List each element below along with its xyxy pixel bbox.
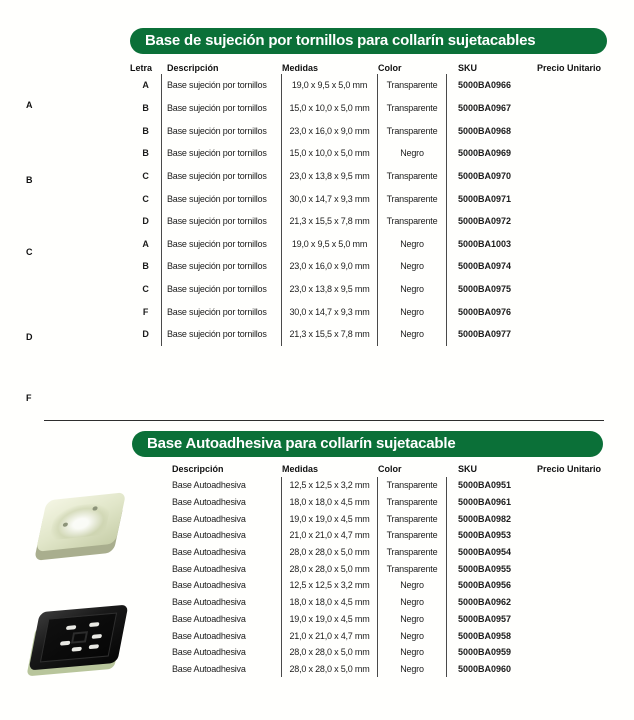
cell-color: Transparente xyxy=(378,74,447,97)
cell-precio xyxy=(537,627,604,644)
cell-color: Negro xyxy=(378,577,447,594)
cell-medidas: 28,0 x 28,0 x 5,0 mm xyxy=(282,661,378,678)
table-row xyxy=(130,142,604,165)
cell-color: Negro xyxy=(378,255,447,278)
cell-precio xyxy=(537,187,604,210)
cell-color: Negro xyxy=(378,611,447,628)
cell-color: Negro xyxy=(378,627,447,644)
col-header-precio: Precio Unitario xyxy=(537,464,602,474)
cell-descripcion: Base sujeción por tornillos xyxy=(162,278,282,301)
col-header-descripcion: Descripción xyxy=(167,63,219,73)
cell-color: Negro xyxy=(378,644,447,661)
cell-descripcion: Base Autoadhesiva xyxy=(130,611,282,628)
cell-descripcion: Base sujeción por tornillos xyxy=(162,97,282,120)
table-row xyxy=(130,544,604,561)
cell-descripcion: Base Autoadhesiva xyxy=(130,644,282,661)
section2-table-body xyxy=(130,477,604,677)
cell-medidas: 28,0 x 28,0 x 5,0 mm xyxy=(282,560,378,577)
cell-sku: 5000BA0970 xyxy=(458,170,512,181)
cell-color: Negro xyxy=(378,594,447,611)
cell-sku: 5000BA0954 xyxy=(458,547,512,558)
section1-title-banner xyxy=(130,28,607,54)
cell-descripcion: Base Autoadhesiva xyxy=(130,494,282,511)
cell-color: Transparente xyxy=(378,560,447,577)
table-row xyxy=(130,232,604,255)
cell-sku: 5000BA0956 xyxy=(458,580,512,591)
cell-precio xyxy=(537,74,604,97)
cell-medidas: 12,5 x 12,5 x 3,2 mm xyxy=(282,477,378,494)
slot-cutout xyxy=(72,647,83,652)
cell-sku: 5000BA0960 xyxy=(458,663,512,674)
cell-sku: 5000BA0958 xyxy=(458,630,512,641)
margin-row-label: A xyxy=(26,100,33,110)
table-row xyxy=(130,210,604,233)
cell-medidas: 15,0 x 10,0 x 5,0 mm xyxy=(282,142,378,165)
cell-sku: 5000BA0977 xyxy=(458,329,512,340)
table-row xyxy=(130,494,604,511)
table-row xyxy=(130,119,604,142)
cell-letra: C xyxy=(130,278,162,301)
cell-sku: 5000BA0959 xyxy=(458,647,512,658)
cell-precio xyxy=(537,594,604,611)
margin-row-label: D xyxy=(26,332,33,342)
cell-color: Transparente xyxy=(378,510,447,527)
photo-base-top-surface xyxy=(29,605,129,671)
section1-header-row xyxy=(130,61,604,75)
cell-medidas: 30,0 x 14,7 x 9,3 mm xyxy=(282,300,378,323)
cell-sku: 5000BA0975 xyxy=(458,284,512,295)
cell-precio xyxy=(537,661,604,678)
cell-color: Negro xyxy=(378,278,447,301)
cell-color: Negro xyxy=(378,323,447,346)
col-header-color: Color xyxy=(378,464,402,474)
table-row xyxy=(130,644,604,661)
cell-color: Negro xyxy=(378,300,447,323)
cell-sku: 5000BA0962 xyxy=(458,597,512,608)
cell-letra: B xyxy=(130,255,162,278)
cell-precio xyxy=(537,119,604,142)
cell-medidas: 28,0 x 28,0 x 5,0 mm xyxy=(282,644,378,661)
table-row xyxy=(130,97,604,120)
cell-descripcion: Base sujeción por tornillos xyxy=(162,300,282,323)
cell-medidas: 23,0 x 13,8 x 9,5 mm xyxy=(282,278,378,301)
cell-sku: 5000BA0971 xyxy=(458,193,512,204)
cell-sku: 5000BA0953 xyxy=(458,530,512,541)
cell-descripcion: Base Autoadhesiva xyxy=(130,577,282,594)
table-row xyxy=(130,594,604,611)
col-header-precio: Precio Unitario xyxy=(537,63,602,73)
cell-color: Transparente xyxy=(378,544,447,561)
cell-letra: B xyxy=(130,97,162,120)
cell-letra: B xyxy=(130,142,162,165)
cell-sku: 5000BA0972 xyxy=(458,216,512,227)
cell-letra: C xyxy=(130,165,162,188)
product-photo-adhesive-base-natural xyxy=(36,493,124,563)
cell-sku: 5000BA0955 xyxy=(458,563,512,574)
cell-letra: B xyxy=(130,119,162,142)
cell-color: Transparente xyxy=(378,210,447,233)
col-header-letra: Letra xyxy=(130,63,153,73)
slot-cutout xyxy=(88,644,99,649)
table-row xyxy=(130,560,604,577)
photo-base-recess xyxy=(40,613,118,662)
table-row xyxy=(130,165,604,188)
cell-sku: 5000BA0974 xyxy=(458,261,512,272)
cell-letra: A xyxy=(130,232,162,255)
cell-medidas: 23,0 x 13,8 x 9,5 mm xyxy=(282,165,378,188)
cell-descripcion: Base sujeción por tornillos xyxy=(162,119,282,142)
cell-medidas: 21,3 x 15,5 x 7,8 mm xyxy=(282,210,378,233)
cell-color: Transparente xyxy=(378,187,447,210)
cell-sku: 5000BA0976 xyxy=(458,306,512,317)
cell-precio xyxy=(537,142,604,165)
cell-letra: A xyxy=(130,74,162,97)
cell-descripcion: Base Autoadhesiva xyxy=(130,544,282,561)
table-row xyxy=(130,323,604,346)
cell-precio xyxy=(537,644,604,661)
cell-letra: C xyxy=(130,187,162,210)
table-row xyxy=(130,74,604,97)
col-header-color: Color xyxy=(378,63,402,73)
cell-medidas: 19,0 x 19,0 x 4,5 mm xyxy=(282,510,378,527)
cell-sku: 5000BA0966 xyxy=(458,80,512,91)
section1-title: Base de sujeción por tornillos para collarín sujetacables xyxy=(145,32,536,49)
cell-descripcion: Base Autoadhesiva xyxy=(130,477,282,494)
margin-row-label: B xyxy=(26,175,33,185)
cell-medidas: 19,0 x 9,5 x 5,0 mm xyxy=(282,232,378,255)
cell-sku: 5000BA0982 xyxy=(458,513,512,524)
cell-descripcion: Base Autoadhesiva xyxy=(130,527,282,544)
cell-precio xyxy=(537,323,604,346)
table-row xyxy=(130,661,604,678)
table-row xyxy=(130,527,604,544)
cell-precio xyxy=(537,577,604,594)
cell-precio xyxy=(537,300,604,323)
cell-descripcion: Base Autoadhesiva xyxy=(130,594,282,611)
col-header-medidas: Medidas xyxy=(282,63,319,73)
cell-precio xyxy=(537,477,604,494)
cell-sku: 5000BA0967 xyxy=(458,102,512,113)
section1-table-body xyxy=(130,74,604,346)
cell-descripcion: Base sujeción por tornillos xyxy=(162,210,282,233)
cell-color: Transparente xyxy=(378,494,447,511)
cell-descripcion: Base Autoadhesiva xyxy=(130,510,282,527)
cell-precio xyxy=(537,560,604,577)
cell-precio xyxy=(537,165,604,188)
cell-medidas: 21,3 x 15,5 x 7,8 mm xyxy=(282,323,378,346)
cell-medidas: 19,0 x 9,5 x 5,0 mm xyxy=(282,74,378,97)
cell-color: Transparente xyxy=(378,165,447,188)
cell-descripcion: Base Autoadhesiva xyxy=(130,661,282,678)
cell-precio xyxy=(537,232,604,255)
cell-color: Negro xyxy=(378,142,447,165)
cell-letra: D xyxy=(130,323,162,346)
col-header-sku: SKU xyxy=(458,464,478,474)
table-row xyxy=(130,278,604,301)
cell-sku: 5000BA0969 xyxy=(458,148,512,159)
slot-cutout xyxy=(91,634,102,639)
table-row xyxy=(130,611,604,628)
cell-sku: 5000BA0968 xyxy=(458,125,512,136)
table-row xyxy=(130,510,604,527)
table-row xyxy=(130,477,604,494)
cell-sku: 5000BA0951 xyxy=(458,480,512,491)
table-row xyxy=(130,577,604,594)
cell-medidas: 21,0 x 21,0 x 4,7 mm xyxy=(282,527,378,544)
cell-precio xyxy=(537,527,604,544)
slot-cutout xyxy=(88,622,99,627)
section2-title: Base Autoadhesiva para collarín sujetacable xyxy=(147,435,456,452)
cell-precio xyxy=(537,611,604,628)
cell-color: Transparente xyxy=(378,527,447,544)
col-header-medidas: Medidas xyxy=(282,464,319,474)
cell-descripcion: Base sujeción por tornillos xyxy=(162,74,282,97)
table-row xyxy=(130,187,604,210)
cell-color: Transparente xyxy=(378,97,447,120)
cell-sku: 5000BA1003 xyxy=(458,238,512,249)
cell-sku: 5000BA0957 xyxy=(458,613,512,624)
table-row xyxy=(130,255,604,278)
cell-medidas: 18,0 x 18,0 x 4,5 mm xyxy=(282,494,378,511)
cell-precio xyxy=(537,510,604,527)
cell-descripcion: Base sujeción por tornillos xyxy=(162,232,282,255)
photo-base-center-hub xyxy=(71,631,87,644)
cell-descripcion: Base sujeción por tornillos xyxy=(162,142,282,165)
cell-descripcion: Base sujeción por tornillos xyxy=(162,323,282,346)
cell-medidas: 21,0 x 21,0 x 4,7 mm xyxy=(282,627,378,644)
margin-row-label: F xyxy=(26,393,32,403)
cell-medidas: 18,0 x 18,0 x 4,5 mm xyxy=(282,594,378,611)
table-row xyxy=(130,300,604,323)
margin-row-label: C xyxy=(26,247,33,257)
cell-medidas: 15,0 x 10,0 x 5,0 mm xyxy=(282,97,378,120)
cell-descripcion: Base sujeción por tornillos xyxy=(162,255,282,278)
cell-precio xyxy=(537,97,604,120)
cell-sku: 5000BA0961 xyxy=(458,497,512,508)
cell-medidas: 23,0 x 16,0 x 9,0 mm xyxy=(282,119,378,142)
cell-descripcion: Base sujeción por tornillos xyxy=(162,187,282,210)
product-photo-adhesive-base-black xyxy=(29,605,127,679)
cell-descripcion: Base Autoadhesiva xyxy=(130,560,282,577)
cell-precio xyxy=(537,278,604,301)
cell-descripcion: Base Autoadhesiva xyxy=(130,627,282,644)
col-header-descripcion: Descripción xyxy=(172,464,224,474)
slot-cutout xyxy=(60,641,71,646)
cell-precio xyxy=(537,544,604,561)
cell-letra: F xyxy=(130,300,162,323)
slot-cutout xyxy=(65,626,76,631)
cell-precio xyxy=(537,255,604,278)
section2-title-banner xyxy=(132,431,603,457)
cell-medidas: 12,5 x 12,5 x 3,2 mm xyxy=(282,577,378,594)
cell-color: Transparente xyxy=(378,477,447,494)
section2-header-row xyxy=(130,462,604,476)
cell-precio xyxy=(537,210,604,233)
cell-medidas: 28,0 x 28,0 x 5,0 mm xyxy=(282,544,378,561)
section-divider-line xyxy=(44,420,604,421)
cell-medidas: 19,0 x 19,0 x 4,5 mm xyxy=(282,611,378,628)
cell-descripcion: Base sujeción por tornillos xyxy=(162,165,282,188)
col-header-sku: SKU xyxy=(458,63,478,73)
cell-medidas: 30,0 x 14,7 x 9,3 mm xyxy=(282,187,378,210)
cell-precio xyxy=(537,494,604,511)
cell-color: Transparente xyxy=(378,119,447,142)
cell-color: Negro xyxy=(378,232,447,255)
cell-letra: D xyxy=(130,210,162,233)
cell-medidas: 23,0 x 16,0 x 9,0 mm xyxy=(282,255,378,278)
cell-color: Negro xyxy=(378,661,447,678)
table-row xyxy=(130,627,604,644)
